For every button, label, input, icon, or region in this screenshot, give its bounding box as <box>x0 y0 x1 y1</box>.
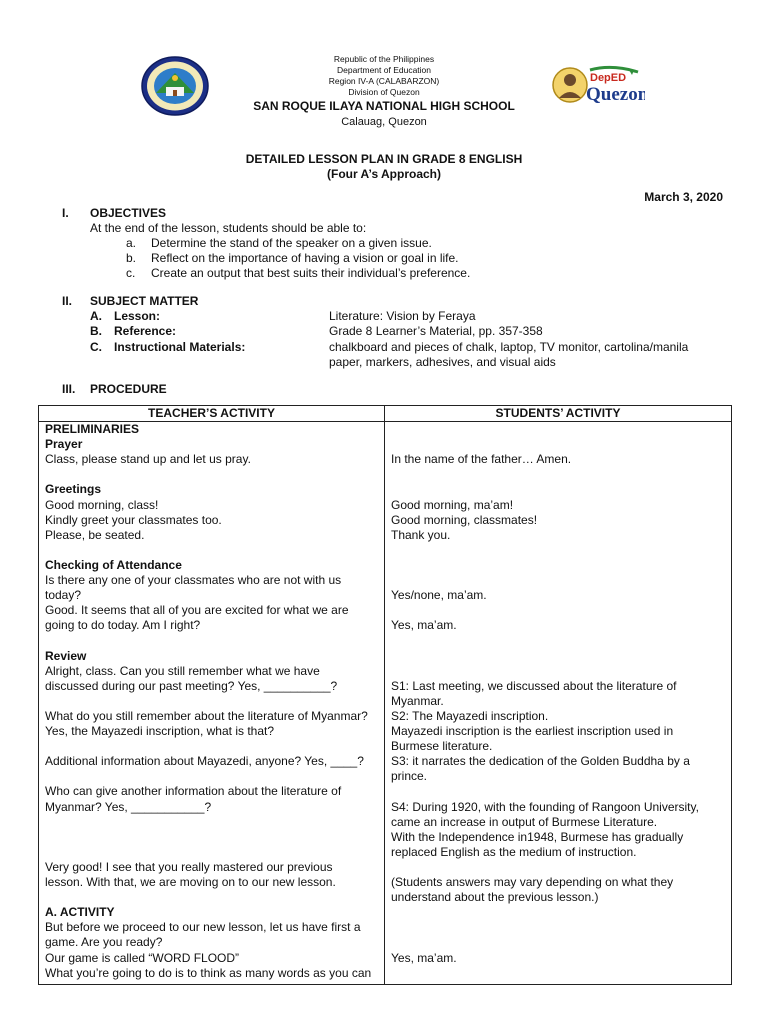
quezon-logo-text: Quezon <box>586 84 645 105</box>
student-line: Burmese literature. <box>391 739 493 754</box>
section-heading: Checking of Attendance <box>45 557 182 572</box>
teacher-line: lesson. With that, we are moving on to our new lesson. <box>45 875 336 889</box>
teacher-line: Is there any one of your classmates who are not with us <box>45 573 342 587</box>
header-division: Division of Quezon <box>348 87 420 97</box>
objective-letter: b. <box>126 251 137 265</box>
objective-item: Reflect on the importance of having a vision or goal in life. <box>151 251 459 265</box>
lesson-plan-subtitle: (Four A’s Approach) <box>327 167 441 181</box>
reference-value: Grade 8 Learner’s Material, pp. 357-358 <box>329 324 543 338</box>
materials-label: Instructional Materials: <box>114 340 246 354</box>
procedure-table <box>38 405 732 985</box>
teacher-line: Alright, class. Can you still remember what we have <box>45 663 320 678</box>
students-activity-cell <box>385 422 732 985</box>
teacher-line: Yes, the Mayazedi inscription, what is that? <box>45 724 275 738</box>
teacher-line: game. Are you ready? <box>45 935 163 950</box>
teacher-activity-header: TEACHER’S ACTIVITY <box>39 406 385 422</box>
lesson-plan-title: DETAILED LESSON PLAN IN GRADE 8 ENGLISH <box>245 152 523 166</box>
school-name: SAN ROQUE ILAYA NATIONAL HIGH SCHOOL <box>253 99 515 113</box>
section-heading: Prayer <box>45 437 83 452</box>
objective-letter: c. <box>126 266 136 280</box>
header-region: Region IV-A (CALABARZON) <box>328 76 440 86</box>
deped-quezon-logo <box>550 62 645 108</box>
materials-value-continued: paper, markers, adhesives, and visual aids <box>329 355 556 369</box>
teacher-line: Good. It seems that all of you are excited for what we are <box>45 603 349 618</box>
teacher-line: Kindly greet your classmates too. <box>45 512 222 527</box>
subject-letter: C. <box>90 340 102 354</box>
lesson-date: March 3, 2020 <box>644 190 723 204</box>
student-line: understand about the previous lesson.) <box>391 890 599 905</box>
subject-matter-numeral: II. <box>62 294 73 308</box>
teacher-line: Good morning, class! <box>45 497 159 512</box>
header-republic: Republic of the Philippines <box>333 54 435 64</box>
student-line: Myanmar. <box>391 693 444 708</box>
teacher-line: discussed during our past meeting? Yes, __________? <box>45 678 338 693</box>
subject-letter: B. <box>90 324 102 338</box>
section-heading: A. ACTIVITY <box>45 905 115 920</box>
student-line: replaced English as the medium of instruction. <box>391 844 637 859</box>
teacher-line: What you’re going to do is to think as many words as you can <box>45 965 372 980</box>
students-activity-header: STUDENTS’ ACTIVITY <box>385 406 732 422</box>
objective-item: Determine the stand of the speaker on a given issue. <box>151 236 432 250</box>
student-line: Good morning, ma’am! <box>391 497 514 512</box>
teacher-line: today? <box>45 588 82 603</box>
student-line: Mayazedi inscription is the earliest inscription used in <box>391 724 674 738</box>
objective-letter: a. <box>126 236 137 250</box>
header-department: Department of Education <box>336 65 432 75</box>
teacher-line: Myanmar? Yes, ___________? <box>45 799 212 814</box>
student-line: S2: The Mayazedi inscription. <box>391 708 549 723</box>
subject-letter: A. <box>90 309 102 323</box>
reference-label: Reference: <box>114 324 177 338</box>
subject-matter-heading: SUBJECT MATTER <box>90 294 199 308</box>
student-line: Yes, ma’am. <box>391 618 457 633</box>
student-line: Yes/none, ma’am. <box>391 588 487 603</box>
student-line: With the Independence in1948, Burmese has gradually <box>391 829 684 844</box>
student-line: (Students answers may vary depending on what they <box>391 875 674 889</box>
procedure-numeral: III. <box>62 382 76 396</box>
teacher-activity-cell <box>39 422 385 985</box>
student-line: prince. <box>391 769 428 784</box>
teacher-line: going to do today. Am I right? <box>45 618 201 633</box>
procedure-heading: PROCEDURE <box>90 382 167 396</box>
student-line: S4: During 1920, with the founding of Rangoon University, <box>391 799 699 814</box>
student-line: Yes, ma’am. <box>391 950 457 965</box>
teacher-line: Very good! I see that you really mastered our previous <box>45 859 333 874</box>
student-line: S3: it narrates the dedication of the Golden Buddha by a <box>391 754 690 769</box>
student-line: Good morning, classmates! <box>391 512 538 527</box>
student-line: Thank you. <box>391 527 451 542</box>
teacher-line: Additional information about Mayazedi, anyone? Yes, ____? <box>45 754 364 769</box>
section-heading: Review <box>45 648 87 663</box>
objective-item: Create an output that best suits their individual’s preference. <box>151 266 471 280</box>
teacher-line: But before we proceed to our new lesson, let us have first a <box>45 920 361 935</box>
student-line: S1: Last meeting, we discussed about the literature of <box>391 678 677 693</box>
student-line: In the name of the father… Amen. <box>391 452 572 467</box>
lesson-value: Literature: Vision by Feraya <box>329 309 476 323</box>
lesson-label: Lesson: <box>114 309 161 323</box>
materials-value: chalkboard and pieces of chalk, laptop, TV monitor, cartolina/manila <box>329 340 689 354</box>
deped-small-text: DepED <box>590 72 627 84</box>
section-heading: Greetings <box>45 482 102 497</box>
teacher-line: Who can give another information about the literature of <box>45 784 342 799</box>
objectives-intro: At the end of the lesson, students should be able to: <box>90 221 367 235</box>
objectives-heading: OBJECTIVES <box>90 206 167 220</box>
school-town: Calauag, Quezon <box>341 116 427 128</box>
teacher-line: Our game is called “WORD FLOOD” <box>45 950 240 965</box>
objectives-numeral: I. <box>62 206 69 220</box>
section-heading: PRELIMINARIES <box>45 422 140 436</box>
teacher-line: What do you still remember about the literature of Myanmar? <box>45 708 368 723</box>
teacher-line: Please, be seated. <box>45 527 145 542</box>
teacher-line: Class, please stand up and let us pray. <box>45 452 251 467</box>
student-line: came an increase in output of Burmese Literature. <box>391 814 658 829</box>
